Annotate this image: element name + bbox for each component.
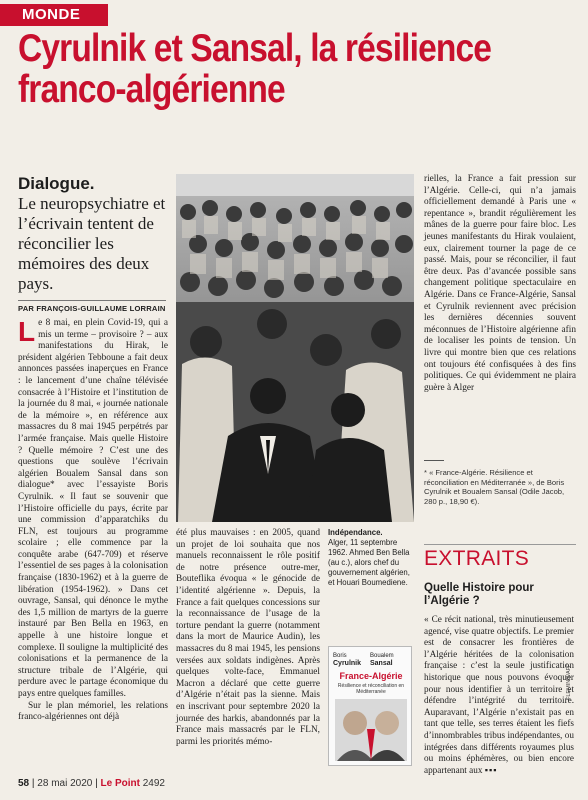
photo-credit: FLEMING/AFP	[566, 663, 572, 700]
photo-caption	[328, 528, 414, 588]
deck-label: Dialogue.	[18, 174, 95, 193]
byline-divider	[18, 300, 166, 301]
book-author2-last: Sansal	[370, 660, 393, 667]
article-headline: Cyrulnik et Sansal, la résilience franco-algérienne	[18, 27, 492, 111]
body-column-1	[18, 318, 168, 724]
caption-text: Alger, 11 septembre 1962. Ahmed Ben Bella (au c.), alors chef du gouvernement algérien, et Houari Boumediene.	[328, 538, 410, 587]
extraits-subheading: Quelle Histoire pour l’Algérie ?	[424, 582, 534, 607]
issue-date: 28 mai 2020	[37, 778, 93, 789]
body-paragraph: e 8 mai, en plein Covid-19, qui a mis un terme – provisoire ? – aux manifestations du Hirak, le président algérien Tebboune a fait deux annonces passées inaperçues en France : le lancement d’une chaîne télévisée consacrée à l’Histoire et l’institution de la journée du 8 mai, « journée nationale de la mémoire », en référence aux massacres du 8 mai 1945 perpétrés par l’armée française. Mais quelle Histoire ? Quelle mémoire ? C’est une des questions que soulève l’écrivain algérien Boualem Sansal dans son dialogue* avec l’essayiste Boris Cyrulnik. « Il faut se souvenir que l’Histoire officielle du pays, écrite par une commission d’apparatchiks du FLN, est toujours au programme scolaire ; elle commence par la conquête arabe (647-709) et réserve l’essentiel de ses pages à la colonisation française (1830-1962) et à la guerre de libération (1954-1962). » Dans cet ouvrage, Sansal, qui dénonce le mythe des 1,5 million de martyrs de la guerre instauré par Ben Bella en 1963, en appelle à une histoire longue et complexe. Il souligne la multiplicité des colonisations et la permanence de la structure tribale de l’Algérie, qui perdure avec le partage économique du pays entre quelques familles.	[18, 318, 168, 699]
book-author-portraits	[335, 699, 407, 761]
caption-title: Indépendance.	[328, 528, 383, 537]
section-label: MONDE	[0, 4, 108, 26]
body-paragraph: Sur le plan mémoriel, les relations franco-algériennes ont déjà	[18, 700, 168, 723]
book-author1-first: Boris	[333, 653, 347, 659]
extraits-body	[424, 614, 574, 776]
crowd-photo-illustration	[176, 174, 414, 522]
body-column-3	[424, 174, 576, 394]
body-paragraph: rielles, la France a fait pression sur l’Algérie. Celle-ci, qui n’a jamais officiellement demandé à Paris une « repentance », brandit régulièrement les mânes de la guerre pour faire bloc. Les jeunes manifestants du Hirak voulaient, eux, clairement tourner la page de ce passé. Mais, pour se réconcilier, il faut être deux. Pas d’avancée possible sans changement politique spectaculaire en Algérie. Dans ce France-Algérie, Sansal et Cyrulnik reviennent avec précision les dernières décennies souvent méconnues de l’Histoire algérienne afin de localiser les points de tension. Un livre qui montre bien que ces relations ont toujours été confisquées à des fins politiques. Ce qui évidemment ne plaira guère à Alger	[424, 174, 576, 393]
book-author2-first: Boualem	[370, 653, 394, 659]
body-paragraph: été plus mauvaises : en 2005, quand un projet de loi souhaita que nos manuels reconnaissent le rôle positif de notre présence outre-mer, Bouteflika évoqua « le génocide de l’identité algérienne ». Depuis, la France a fait quelques concessions sur la reconnaissance de l’usage de la torture pendant la guerre (notamment dans la mort de Maurice Audin), les massacres du 8 mai 1945, les pensions versées aux soldats indigènes. Après quelques volte-face, Emmanuel Macron a déclaré que cette guerre d’Algérie n’était pas la sienne. Mais en inscrivant pour septembre 2020 la journée des harkis, abandonnés par la France mais massacrés par le FLN, parmi les priorités mémo-	[176, 528, 320, 747]
book-cover	[328, 646, 412, 766]
drop-cap: L	[18, 316, 36, 347]
book-subtitle: Résilience et réconciliation en Méditerranée	[337, 683, 405, 695]
page-folio: 58 | 28 mai 2020 | Le Point 2492	[18, 778, 165, 789]
deck-text: Le neuropsychiatre et l’écrivain tentent de réconcilier les mémoires des deux pays.	[18, 194, 166, 293]
extraits-text: « Ce récit national, très minutieusement agencé, vise quatre objectifs. Le premier est de consacrer les frontières de l’Algérie héritées de la colonisation française : c’est la seule justification historique que nous pouvons évoquer pour nous identifier à un territoire et défendre l’intégrité du territoire. Auparavant, l’Algérie n’existait pas en tant que telle, ses terres étaient les fiefs d’innombrables tribus indépendantes, ou intégrées dans différents royaumes plus ou moins éphémères, ou bien encore appartenant aux	[424, 614, 574, 775]
magazine-brand: Le Point	[100, 778, 140, 789]
book-author1-last: Cyrulnik	[333, 660, 362, 667]
book-title: France-Algérie	[339, 671, 403, 681]
byline: PAR FRANÇOIS-GUILLAUME LORRAIN	[18, 304, 166, 313]
footnote-divider	[424, 460, 444, 461]
archive-photo	[176, 174, 414, 522]
footnote: * « France-Algérie. Résilience et réconciliation en Méditerranée », de Boris Cyrulnik et Boualem Sansal (Odile Jacob, 280 p., 18,90 €).	[424, 468, 565, 506]
extraits-heading: EXTRAITS	[424, 544, 576, 571]
page-number: 58	[18, 778, 30, 789]
end-mark: ▪▪▪	[484, 764, 498, 775]
book-authors	[333, 653, 409, 668]
issue-number: 2492	[142, 778, 165, 789]
body-column-2	[176, 528, 320, 748]
deck	[18, 174, 166, 294]
